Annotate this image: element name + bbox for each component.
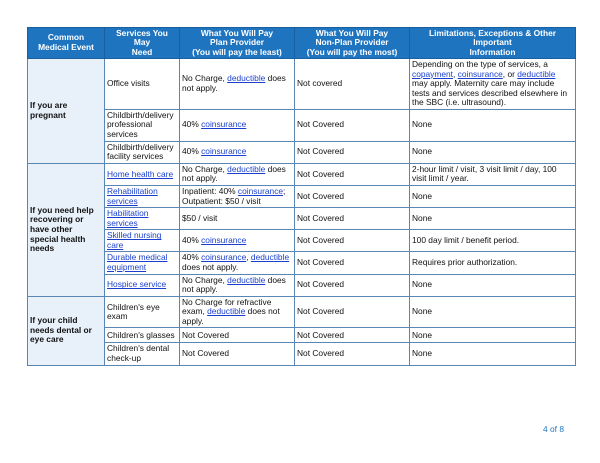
non-plan-provider-cost: Not Covered [295,296,410,328]
service-cell [105,185,180,207]
non-plan-provider-cost: Not Covered [295,230,410,252]
table-row [28,230,576,252]
service-cell [105,252,180,274]
table-row [28,296,576,328]
limitations-info: None [410,141,576,163]
coinsurance-link[interactable]: coinsurance [201,252,247,263]
table-row [28,109,576,141]
table-header-row [28,28,576,59]
deductible-link[interactable]: deductible [207,306,246,317]
limitations-info: None [410,296,576,328]
medical-event-cell: If you need help recovering or have other special health needs [28,163,105,296]
coverage-table [27,27,576,366]
table-row [28,208,576,230]
plan-cost-text: No Charge, [182,274,228,285]
plan-cost-text: does not apply. [182,261,239,272]
plan-provider-cost [180,252,295,274]
plan-cost-text: , [246,252,251,263]
non-plan-provider-cost: Not Covered [295,208,410,230]
limitations-info: None [410,274,576,296]
plan-cost-text: Inpatient: 40% [182,185,238,196]
header-plan-provider: What You Will Pay Plan Provider (You will pay the least) [180,28,295,59]
copayment-link[interactable]: copayment [412,68,453,79]
plan-provider-cost: $50 / visit [180,208,295,230]
medical-event-cell: If your child needs dental or eye care [28,296,105,365]
limitations-info: Requires prior authorization. [410,252,576,274]
service-link-home-health-care[interactable]: Home health care [107,168,174,179]
non-plan-provider-cost: Not covered [295,59,410,110]
header-limitations: Limitations, Exceptions & Other Important Information [410,28,576,59]
table-row [28,274,576,296]
table-row [28,141,576,163]
table-row [28,252,576,274]
plan-cost-text: 40% [182,252,202,263]
plan-provider-cost: Not Covered [180,343,295,365]
plan-provider-cost: Not Covered [180,328,295,343]
service-childbirth-delivery-professional-services: Childbirth/delivery professional services [105,109,180,141]
deductible-link[interactable]: deductible [227,274,266,285]
limitations-text: , or [502,68,518,79]
non-plan-provider-cost: Not Covered [295,185,410,207]
table-row [28,163,576,185]
limitations-info: None [410,208,576,230]
plan-cost-text: does not apply. [182,274,286,295]
table-row [28,59,576,110]
plan-cost-text: 40% [182,235,202,246]
non-plan-provider-cost: Not Covered [295,343,410,365]
coinsurance-link[interactable]: coinsurance [201,235,247,246]
plan-provider-cost [180,185,295,207]
plan-cost-text: does not apply. [182,306,280,326]
coinsurance-link[interactable]: coinsurance [201,146,247,157]
service-children-s-dental-check-up: Children's dental check-up [105,343,180,365]
coinsurance-link[interactable]: coinsurance [237,185,284,196]
header-common-medical-event: Common Medical Event [28,28,105,59]
deductible-link[interactable]: deductible [517,68,556,79]
service-link-durable-medical-equipment[interactable]: Durable medical equipment [107,252,168,272]
coinsurance-link[interactable]: coinsurance [457,68,503,79]
coinsurance-link[interactable]: coinsurance [201,119,247,130]
plan-provider-cost [180,59,295,110]
plan-provider-cost [180,230,295,252]
plan-cost-text: 40% [182,119,202,130]
limitations-info: None [410,185,576,207]
plan-provider-cost [180,109,295,141]
service-link-rehabilitation-services[interactable]: Rehabilitation services [107,185,158,206]
table-row [28,343,576,365]
plan-cost-text: does not apply. [182,73,286,93]
non-plan-provider-cost: Not Covered [295,274,410,296]
non-plan-provider-cost: Not Covered [295,109,410,141]
service-link-habilitation-services[interactable]: Habilitation services [107,208,149,228]
plan-cost-text: No Charge for refractive exam, [182,296,272,317]
non-plan-provider-cost: Not Covered [295,141,410,163]
plan-provider-cost [180,163,295,185]
medical-event-cell: If you are pregnant [28,59,105,164]
limitations-text: may apply. Maternity care may include tests and services described elsewhere in the SBC (i.e. ultrasound). [412,78,568,108]
table-row [28,185,576,207]
deductible-link[interactable]: deductible [227,73,266,84]
plan-cost-text: ; Outpatient: $50 / visit [182,185,286,206]
non-plan-provider-cost: Not Covered [295,328,410,343]
service-cell [105,208,180,230]
service-children-s-eye-exam: Children's eye exam [105,296,180,328]
table-row [28,328,576,343]
plan-cost-text: No Charge, [182,73,228,84]
limitations-text: Depending on the type of services, a [412,59,548,69]
header-services: Services You May Need [105,28,180,59]
non-plan-provider-cost: Not Covered [295,163,410,185]
limitations-info: 2-hour limit / visit, 3 visit limit / day, 100 visit limit / year. [410,163,576,185]
service-cell [105,230,180,252]
limitations-info: 100 day limit / benefit period. [410,230,576,252]
deductible-link[interactable]: deductible [250,252,290,263]
non-plan-provider-cost: Not Covered [295,252,410,274]
deductible-link[interactable]: deductible [227,163,266,174]
page-number: 4 of 8 [543,424,564,434]
plan-provider-cost [180,296,295,328]
service-cell [105,274,180,296]
limitations-info: None [410,343,576,365]
limitations-text: , [452,68,458,79]
plan-cost-text: No Charge, [182,163,228,174]
plan-cost-text: does not apply. [182,163,286,184]
plan-provider-cost [180,141,295,163]
service-cell [105,163,180,185]
limitations-info [410,59,576,110]
service-children-s-glasses: Children's glasses [105,328,180,343]
plan-cost-text: 40% [182,146,202,157]
header-non-plan-provider: What You Will Pay Non-Plan Provider (You will pay the most) [295,28,410,59]
service-link-skilled-nursing-care[interactable]: Skilled nursing care [107,230,162,250]
service-childbirth-delivery-facility-services: Childbirth/delivery facility services [105,141,180,163]
limitations-info: None [410,328,576,343]
service-office-visits: Office visits [105,59,180,110]
limitations-info: None [410,109,576,141]
plan-provider-cost [180,274,295,296]
service-link-hospice-service[interactable]: Hospice service [107,279,167,290]
